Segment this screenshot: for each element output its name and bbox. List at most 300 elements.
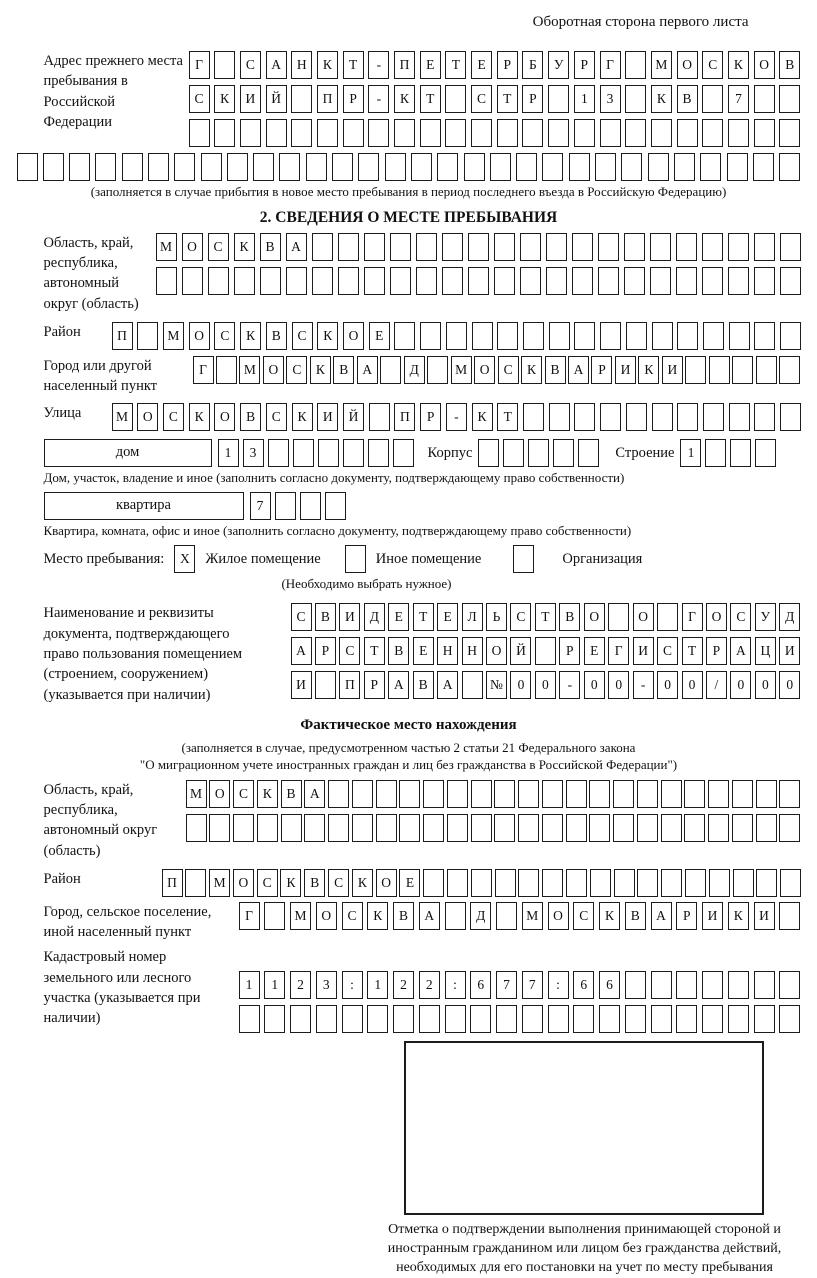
char-cell [598, 233, 619, 261]
char-cell: К [651, 85, 672, 113]
char-cell: В [281, 780, 302, 808]
char-cell [754, 119, 775, 147]
char-cell [756, 869, 777, 897]
char-cell: А [730, 637, 751, 665]
char-cell [625, 1005, 646, 1033]
char-cell: К [280, 869, 301, 897]
char-cell: С [702, 51, 723, 79]
district-grid-row [112, 322, 802, 350]
char-cell [651, 1005, 672, 1033]
char-cell [328, 814, 349, 842]
char-cell: 6 [573, 971, 594, 999]
char-cell [625, 51, 646, 79]
char-cell [522, 119, 543, 147]
char-cell [264, 902, 285, 930]
char-cell [471, 869, 492, 897]
char-cell: 0 [730, 671, 751, 699]
char-cell [625, 85, 646, 113]
char-cell: Т [497, 403, 518, 431]
char-cell: Т [420, 85, 441, 113]
char-cell [315, 671, 336, 699]
char-cell: Р [364, 671, 385, 699]
char-cell: Й [266, 85, 287, 113]
char-cell [595, 153, 616, 181]
char-cell: К [728, 51, 749, 79]
char-cell: И [317, 403, 338, 431]
char-cell: К [367, 902, 388, 930]
char-cell: 1 [680, 439, 701, 467]
char-cell [201, 153, 222, 181]
char-cell: Т [497, 85, 518, 113]
char-cell [343, 119, 364, 147]
char-cell [208, 267, 229, 295]
char-cell [600, 403, 621, 431]
char-cell: С [291, 603, 312, 631]
char-cell: С [286, 356, 307, 384]
char-cell: О [376, 869, 397, 897]
char-cell: И [633, 637, 654, 665]
char-cell [420, 119, 441, 147]
char-cell [468, 233, 489, 261]
char-cell: П [394, 51, 415, 79]
char-cell [574, 119, 595, 147]
cadastre-label: Кадастровый номер земельного или лесного участка (указывается при наличии) [44, 947, 237, 1028]
char-cell: К [352, 869, 373, 897]
char-cell: С [471, 85, 492, 113]
char-cell: В [315, 603, 336, 631]
char-cell [376, 814, 397, 842]
char-cell [613, 780, 634, 808]
char-cell: П [317, 85, 338, 113]
char-cell [754, 971, 775, 999]
char-cell [685, 869, 706, 897]
char-cell: 0 [657, 671, 678, 699]
fact-district-grid-row [162, 869, 802, 897]
char-cell: Р [522, 85, 543, 113]
char-cell: Е [399, 869, 420, 897]
char-cell: С [510, 603, 531, 631]
char-cell: 7 [496, 971, 517, 999]
char-cell: 0 [779, 671, 800, 699]
char-cell: Г [239, 902, 260, 930]
char-cell: Р [497, 51, 518, 79]
char-cell [472, 322, 493, 350]
char-cell: С [657, 637, 678, 665]
char-cell: А [568, 356, 589, 384]
char-cell: 2 [419, 971, 440, 999]
cadastre-grid-row-1 [239, 971, 801, 999]
char-cell: 7 [250, 492, 271, 520]
char-cell: / [706, 671, 727, 699]
char-cell [380, 356, 401, 384]
char-cell [549, 322, 570, 350]
char-cell [650, 233, 671, 261]
char-cell [368, 119, 389, 147]
char-cell [494, 814, 515, 842]
char-cell [753, 153, 774, 181]
char-cell [240, 119, 261, 147]
char-cell [566, 814, 587, 842]
char-cell [650, 267, 671, 295]
char-cell: И [662, 356, 683, 384]
char-cell: О [754, 51, 775, 79]
district-block [44, 322, 801, 350]
char-cell [264, 1005, 285, 1033]
char-cell [496, 902, 517, 930]
char-cell: П [339, 671, 360, 699]
char-cell: И [702, 902, 723, 930]
char-cell [447, 780, 468, 808]
char-cell [148, 153, 169, 181]
char-cell [542, 153, 563, 181]
char-cell: П [394, 403, 415, 431]
char-cell [548, 1005, 569, 1033]
char-cell [95, 153, 116, 181]
char-cell: Е [420, 51, 441, 79]
stroenie-grid [680, 439, 776, 467]
prev-address-block [44, 51, 801, 147]
char-cell [702, 1005, 723, 1033]
char-cell [332, 153, 353, 181]
char-cell [729, 322, 750, 350]
char-cell: О [706, 603, 727, 631]
char-cell [522, 1005, 543, 1033]
house-row [44, 439, 801, 467]
char-cell [358, 153, 379, 181]
char-cell [214, 119, 235, 147]
char-cell [300, 492, 321, 520]
char-cell: М [451, 356, 472, 384]
char-cell: Б [522, 51, 543, 79]
char-cell [490, 153, 511, 181]
char-cell [352, 814, 373, 842]
fact-location-note-1: (заполняется в случае, предусмотренном частью 2 статьи 21 Федерального закона [17, 740, 801, 757]
fact-city-grid-row [239, 902, 801, 930]
char-cell: А [291, 637, 312, 665]
char-cell: К [310, 356, 331, 384]
char-cell: М [239, 356, 260, 384]
char-cell [266, 119, 287, 147]
char-cell [754, 1005, 775, 1033]
char-cell: А [304, 780, 325, 808]
char-cell [756, 780, 777, 808]
char-cell: № [486, 671, 507, 699]
char-cell [494, 233, 515, 261]
char-cell: М [186, 780, 207, 808]
char-cell: И [754, 902, 775, 930]
char-cell [376, 780, 397, 808]
char-cell [780, 869, 801, 897]
char-cell [728, 971, 749, 999]
char-cell: Р [559, 637, 580, 665]
char-cell [732, 780, 753, 808]
char-cell [185, 869, 206, 897]
char-cell [368, 439, 389, 467]
char-cell [676, 1005, 697, 1033]
char-cell: Г [608, 637, 629, 665]
char-cell [281, 814, 302, 842]
char-cell: С [214, 322, 235, 350]
prev-address-grid-row-1 [189, 51, 801, 79]
house-note: Дом, участок, владение и иное (заполнить согласно документу, подтверждающему право собственности) [44, 470, 801, 487]
char-cell [702, 85, 723, 113]
char-cell [756, 356, 777, 384]
char-cell [69, 153, 90, 181]
char-cell: М [522, 902, 543, 930]
char-cell [779, 85, 800, 113]
char-cell [390, 233, 411, 261]
char-cell [780, 322, 801, 350]
char-cell [648, 153, 669, 181]
char-cell [705, 439, 726, 467]
char-cell: И [339, 603, 360, 631]
city-grid-row [193, 356, 801, 384]
char-cell: К [257, 780, 278, 808]
fact-region-grid-row-1 [186, 780, 801, 808]
char-cell [399, 780, 420, 808]
option-organization-label: Организация [562, 545, 642, 573]
char-cell: О [584, 603, 605, 631]
street-label: Улица [44, 403, 112, 423]
char-cell [637, 814, 658, 842]
char-cell [702, 233, 723, 261]
char-cell [470, 1005, 491, 1033]
char-cell [471, 119, 492, 147]
char-cell [423, 869, 444, 897]
page-note: Оборотная сторона первого листа [17, 14, 801, 31]
char-cell [676, 971, 697, 999]
char-cell [447, 814, 468, 842]
char-cell: Д [779, 603, 800, 631]
char-cell: В [260, 233, 281, 261]
char-cell [338, 267, 359, 295]
char-cell: С [208, 233, 229, 261]
char-cell [729, 403, 750, 431]
char-cell: - [633, 671, 654, 699]
char-cell: 0 [584, 671, 605, 699]
char-cell: Д [404, 356, 425, 384]
char-cell [702, 971, 723, 999]
char-cell: 0 [535, 671, 556, 699]
char-cell: К [638, 356, 659, 384]
prev-address-grid-row-3 [189, 119, 801, 147]
char-cell: - [559, 671, 580, 699]
char-cell: П [162, 869, 183, 897]
checkbox-residential: X [174, 545, 195, 573]
fact-region-label: Область, край, республика, автономный округ (область) [44, 780, 184, 861]
char-cell: Т [535, 603, 556, 631]
char-cell: К [234, 233, 255, 261]
street-block [44, 403, 801, 431]
prev-address-grid-row-4 [17, 153, 801, 181]
char-cell: С [163, 403, 184, 431]
char-cell [442, 267, 463, 295]
char-cell: О [677, 51, 698, 79]
char-cell [304, 814, 325, 842]
char-cell [423, 814, 444, 842]
char-cell [651, 971, 672, 999]
char-cell [600, 119, 621, 147]
char-cell: А [286, 233, 307, 261]
char-cell [516, 153, 537, 181]
char-cell: К [317, 322, 338, 350]
char-cell: 1 [239, 971, 260, 999]
char-cell: О [263, 356, 284, 384]
stay-type-row [44, 545, 801, 573]
char-cell: О [548, 902, 569, 930]
char-cell [495, 869, 516, 897]
char-cell [494, 267, 515, 295]
char-cell: Р [420, 403, 441, 431]
char-cell [676, 267, 697, 295]
char-cell: О [316, 902, 337, 930]
char-cell [390, 267, 411, 295]
char-cell [367, 1005, 388, 1033]
char-cell: В [413, 671, 434, 699]
char-cell [700, 153, 721, 181]
char-cell: Р [706, 637, 727, 665]
char-cell [625, 971, 646, 999]
char-cell: М [163, 322, 184, 350]
char-cell [253, 153, 274, 181]
char-cell: : [548, 971, 569, 999]
char-cell [661, 869, 682, 897]
char-cell [608, 603, 629, 631]
char-cell [756, 814, 777, 842]
char-cell: 3 [316, 971, 337, 999]
char-cell: - [446, 403, 467, 431]
region-label: Область, край, республика, автономный округ (область) [44, 233, 156, 314]
char-cell [542, 814, 563, 842]
char-cell [122, 153, 143, 181]
char-cell: Е [437, 603, 458, 631]
char-cell [416, 233, 437, 261]
char-cell [548, 119, 569, 147]
char-cell [385, 153, 406, 181]
char-cell [442, 233, 463, 261]
char-cell: Р [676, 902, 697, 930]
char-cell: В [559, 603, 580, 631]
char-cell [520, 233, 541, 261]
char-cell [624, 267, 645, 295]
char-cell: Е [471, 51, 492, 79]
document-grid-row-2 [291, 637, 801, 665]
prev-address-note: (заполняется в случае прибытия в новое место пребывания в период последнего въезда в Российскую Федерацию) [17, 184, 801, 201]
char-cell [755, 439, 776, 467]
char-cell [613, 814, 634, 842]
street-grid-row [112, 403, 802, 431]
char-cell [733, 869, 754, 897]
char-cell [518, 869, 539, 897]
checkbox-other-premises [345, 545, 366, 573]
char-cell: Г [189, 51, 210, 79]
prev-address-label: Адрес прежнего места пребывания в Российской Федерации [44, 51, 184, 132]
char-cell [423, 780, 444, 808]
char-cell [291, 85, 312, 113]
char-cell [702, 119, 723, 147]
char-cell: Т [343, 51, 364, 79]
char-cell [523, 322, 544, 350]
char-cell: Т [413, 603, 434, 631]
char-cell: Л [462, 603, 483, 631]
char-cell: 6 [470, 971, 491, 999]
char-cell [290, 1005, 311, 1033]
house-box-label: дом [44, 439, 212, 467]
char-cell [779, 153, 800, 181]
char-cell [239, 1005, 260, 1033]
char-cell [318, 439, 339, 467]
char-cell [494, 780, 515, 808]
char-cell: К [599, 902, 620, 930]
char-cell [730, 439, 751, 467]
char-cell [621, 153, 642, 181]
char-cell: О [633, 603, 654, 631]
char-cell [728, 1005, 749, 1033]
char-cell: В [333, 356, 354, 384]
char-cell [257, 814, 278, 842]
char-cell [445, 119, 466, 147]
char-cell [496, 1005, 517, 1033]
char-cell [652, 403, 673, 431]
char-cell [497, 119, 518, 147]
char-cell: 7 [522, 971, 543, 999]
fact-district-block [44, 869, 801, 897]
char-cell [43, 153, 64, 181]
char-cell: К [317, 51, 338, 79]
char-cell [754, 267, 775, 295]
stay-type-note: (Необходимо выбрать нужное) [137, 576, 597, 593]
stroenie-label: Строение [615, 439, 674, 467]
char-cell [447, 869, 468, 897]
char-cell [599, 1005, 620, 1033]
char-cell [779, 1005, 800, 1033]
char-cell: М [651, 51, 672, 79]
char-cell [306, 153, 327, 181]
char-cell: Е [388, 603, 409, 631]
char-cell: С [292, 322, 313, 350]
char-cell: В [266, 322, 287, 350]
char-cell: С [342, 902, 363, 930]
char-cell [651, 119, 672, 147]
char-cell [445, 85, 466, 113]
char-cell: К [214, 85, 235, 113]
char-cell [393, 1005, 414, 1033]
char-cell: 2 [290, 971, 311, 999]
fact-region-block [44, 780, 801, 861]
char-cell: Ь [486, 603, 507, 631]
char-cell: М [290, 902, 311, 930]
char-cell: 0 [682, 671, 703, 699]
char-cell: И [779, 637, 800, 665]
char-cell: С [189, 85, 210, 113]
char-cell [209, 814, 230, 842]
document-label: Наименование и реквизиты документа, подтверждающего право пользования помещением (строением, сооружением) (указывается при наличии) [44, 603, 259, 704]
char-cell: 1 [218, 439, 239, 467]
char-cell: С [339, 637, 360, 665]
char-cell [182, 267, 203, 295]
char-cell [728, 267, 749, 295]
char-cell [293, 439, 314, 467]
char-cell [342, 1005, 363, 1033]
char-cell: Е [413, 637, 434, 665]
char-cell: У [548, 51, 569, 79]
char-cell: Р [315, 637, 336, 665]
char-cell [503, 439, 524, 467]
char-cell [566, 780, 587, 808]
char-cell [420, 322, 441, 350]
char-cell [462, 671, 483, 699]
district-label: Район [44, 322, 112, 342]
